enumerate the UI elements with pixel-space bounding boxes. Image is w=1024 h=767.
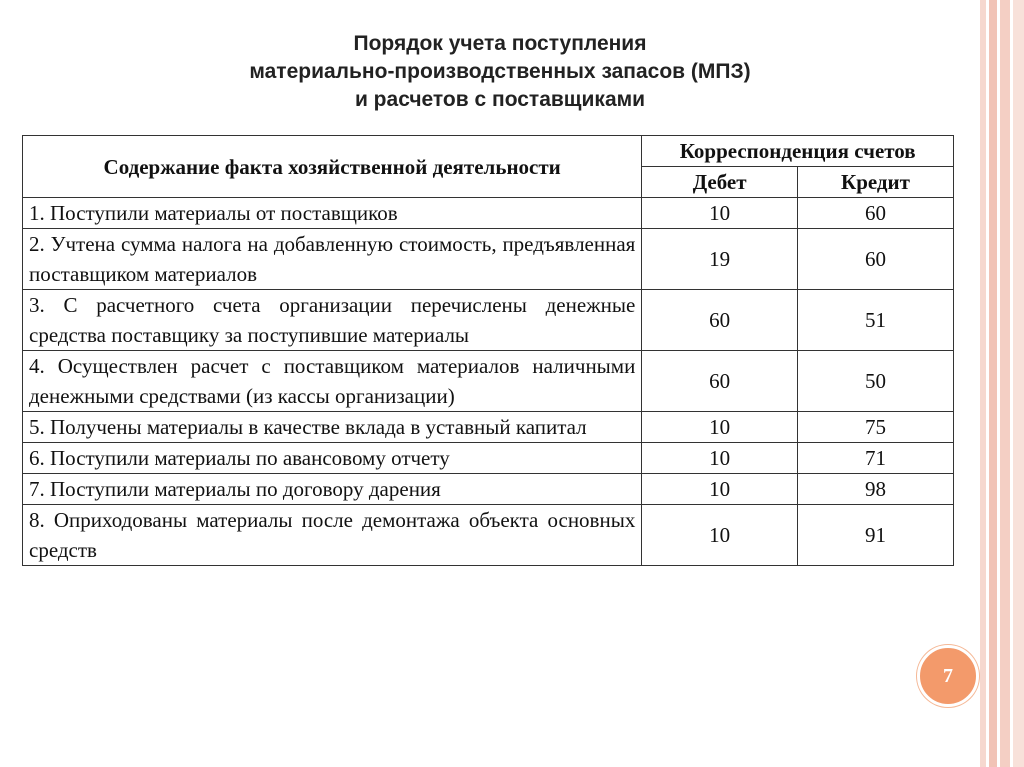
row-credit: 75 (797, 412, 953, 443)
title-line-2: материально-производственных запасов (МПЗ) (249, 60, 751, 83)
table-row (23, 474, 954, 505)
stripe (989, 0, 997, 767)
row-description: 8. Оприходованы материалы после демонтажа объекта основных средств (23, 505, 642, 566)
table-row (23, 351, 954, 412)
slide-title (100, 30, 900, 114)
table-row (23, 505, 954, 566)
stripe (980, 0, 986, 767)
row-debit: 60 (642, 351, 798, 412)
row-description: 2. Учтена сумма налога на добавленную стоимость, предъявленная поставщиком материалов (23, 229, 642, 290)
table-row (23, 290, 954, 351)
header-credit: Кредит (797, 167, 953, 198)
header-row (23, 136, 954, 167)
row-description: 5. Получены материалы в качестве вклада в уставный капитал (23, 412, 642, 443)
row-debit: 10 (642, 474, 798, 505)
row-credit: 51 (797, 290, 953, 351)
row-credit: 71 (797, 443, 953, 474)
row-credit: 50 (797, 351, 953, 412)
row-credit: 98 (797, 474, 953, 505)
table-row (23, 198, 954, 229)
row-credit: 91 (797, 505, 953, 566)
row-description: 1. Поступили материалы от поставщиков (23, 198, 642, 229)
row-debit: 19 (642, 229, 798, 290)
row-credit: 60 (797, 198, 953, 229)
row-debit: 10 (642, 412, 798, 443)
header-content: Содержание факта хозяйственной деятельности (23, 136, 642, 198)
row-description: 4. Осуществлен расчет с поставщиком материалов наличными денежными средствами (из кассы организации) (23, 351, 642, 412)
page-number-badge: 7 (917, 645, 979, 707)
row-credit: 60 (797, 229, 953, 290)
row-description: 6. Поступили материалы по авансовому отчету (23, 443, 642, 474)
table-row (23, 229, 954, 290)
header-correspondence: Корреспонденция счетов (642, 136, 954, 167)
table-row (23, 412, 954, 443)
stripe (1013, 0, 1024, 767)
title-line-1: Порядок учета поступления (353, 32, 647, 55)
row-debit: 10 (642, 443, 798, 474)
row-debit: 60 (642, 290, 798, 351)
row-description: 3. С расчетного счета организации перечислены денежные средства поставщику за поступившие материалы (23, 290, 642, 351)
decorative-side-stripes (980, 0, 1024, 767)
accounting-table (22, 135, 954, 566)
row-debit: 10 (642, 198, 798, 229)
table-row (23, 443, 954, 474)
header-debit: Дебет (642, 167, 798, 198)
stripe (1000, 0, 1010, 767)
row-debit: 10 (642, 505, 798, 566)
row-description: 7. Поступили материалы по договору дарения (23, 474, 642, 505)
title-line-3: и расчетов с поставщиками (354, 88, 646, 111)
